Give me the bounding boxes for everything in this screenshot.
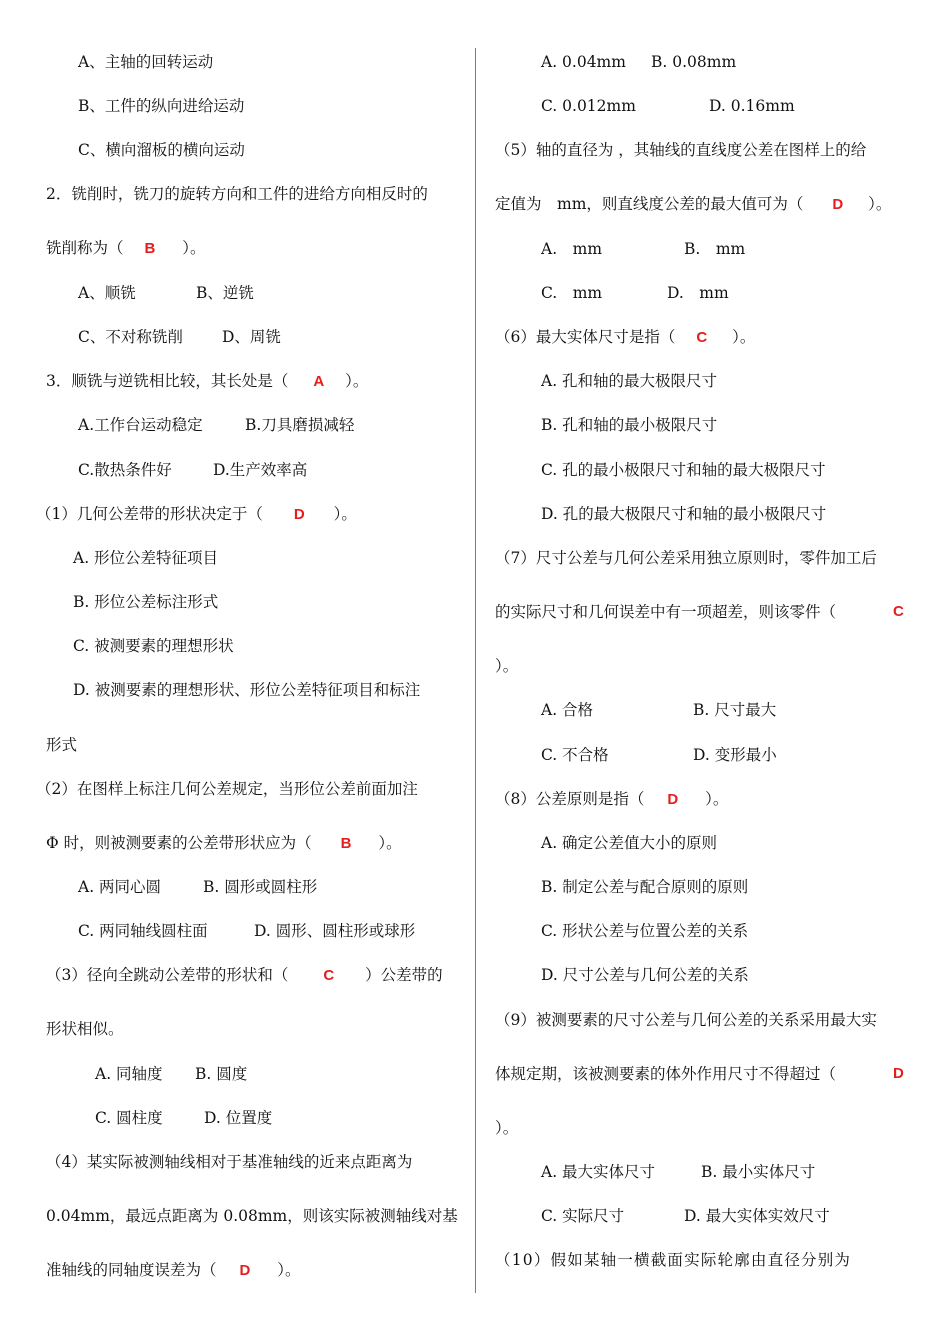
p9-answer: D bbox=[893, 1065, 904, 1082]
p5-option-d: D. mm bbox=[667, 284, 729, 302]
p7-stem-line1: （7）尺寸公差与几何公差采用独立原则时，零件加工后 bbox=[495, 549, 877, 567]
p9-stem-line1: （9）被测要素的尺寸公差与几何公差的关系采用最大实 bbox=[495, 1011, 877, 1029]
p6-option-b: B. 孔和轴的最小极限尺寸 bbox=[541, 416, 718, 434]
p8-stem-suffix: ）。 bbox=[705, 790, 729, 808]
p5-stem-line2 bbox=[495, 194, 891, 215]
p1-option-d-line1: D. 被测要素的理想形状、形位公差特征项目和标注 bbox=[73, 681, 421, 699]
p2-option-d: D. 圆形、圆柱形或球形 bbox=[254, 922, 416, 940]
q3-answer: A bbox=[313, 373, 325, 390]
p6-option-d: D. 孔的最大极限尺寸和轴的最小极限尺寸 bbox=[541, 505, 827, 523]
p3-stem-prefix: （3）径向全跳动公差带的形状和（ bbox=[46, 966, 289, 984]
p2-stem-suffix: ）。 bbox=[378, 834, 402, 852]
q1-option-c: C、横向溜板的横向运动 bbox=[78, 141, 245, 159]
q3-option-d: D.生产效率高 bbox=[213, 461, 308, 479]
q2-stem-line1: 2．铣削时，铣刀的旋转方向和工件的进给方向相反时的 bbox=[46, 185, 428, 203]
q2-option-d: D、周铣 bbox=[222, 328, 281, 346]
p6-answer: C bbox=[696, 329, 708, 346]
p5-option-c: C. mm bbox=[541, 284, 603, 302]
p4-stem-suffix: ）。 bbox=[277, 1261, 301, 1279]
p3-stem-line1 bbox=[46, 965, 443, 986]
p3-option-d: D. 位置度 bbox=[204, 1109, 273, 1127]
q2-option-b: B、逆铣 bbox=[196, 284, 254, 302]
p7-option-a: A. 合格 bbox=[541, 701, 594, 719]
q3-option-b: B.刀具磨损减轻 bbox=[245, 416, 355, 434]
p7-option-c: C. 不合格 bbox=[541, 746, 609, 764]
p9-stem-line3: ）。 bbox=[495, 1119, 519, 1137]
p7-option-b: B. 尺寸最大 bbox=[693, 701, 777, 719]
p5-stem-suffix: ）。 bbox=[868, 195, 892, 213]
p10-stem-line1: （10）假如某轴一横截面实际轮廓由直径分别为 bbox=[495, 1251, 852, 1269]
p1-stem-prefix: （1）几何公差带的形状决定于（ bbox=[36, 505, 263, 523]
p2-option-c: C. 两同轴线圆柱面 bbox=[78, 922, 208, 940]
p6-stem-prefix: （6）最大实体尺寸是指（ bbox=[495, 328, 676, 346]
p5-stem-prefix: 定值为 mm，则直线度公差的最大值可为（ bbox=[495, 195, 804, 213]
p3-stem-line2: 形状相似。 bbox=[46, 1020, 124, 1038]
column-divider bbox=[475, 48, 476, 1293]
p8-option-d: D. 尺寸公差与几何公差的关系 bbox=[541, 966, 749, 984]
p4-option-b: B. 0.08mm bbox=[651, 53, 737, 71]
p4-option-c: C. 0.012mm bbox=[541, 97, 636, 115]
p2-option-a: A. 两同心圆 bbox=[78, 878, 162, 896]
q3-stem-suffix: ）。 bbox=[345, 372, 369, 390]
q2-stem-line2 bbox=[46, 238, 206, 259]
p6-stem-suffix: ）。 bbox=[732, 328, 756, 346]
p3-stem-suffix: ）公差带的 bbox=[365, 966, 443, 984]
p3-option-c: C. 圆柱度 bbox=[95, 1109, 163, 1127]
p8-answer: D bbox=[667, 791, 679, 808]
q1-option-b: B、工件的纵向进给运动 bbox=[78, 97, 245, 115]
q1-option-a: A、主轴的回转运动 bbox=[78, 53, 214, 71]
q2-answer: B bbox=[144, 240, 156, 257]
p4-stem-prefix: 准轴线的同轴度误差为（ bbox=[46, 1261, 217, 1279]
p4-stem-line2: 0.04mm，最远点距离为 0.08mm，则该实际被测轴线对基 bbox=[46, 1207, 458, 1225]
q2-stem-prefix: 铣削称为（ bbox=[46, 239, 124, 257]
p8-option-a: A. 确定公差值大小的原则 bbox=[541, 834, 718, 852]
p2-stem-line1: （2）在图样上标注几何公差规定，当形位公差前面加注 bbox=[36, 780, 418, 798]
p7-stem-line2: 的实际尺寸和几何误差中有一项超差，则该零件（ bbox=[495, 603, 837, 621]
p1-stem-suffix: ）。 bbox=[333, 505, 357, 523]
p3-option-a: A. 同轴度 bbox=[95, 1065, 163, 1083]
p8-stem bbox=[495, 789, 728, 810]
q3-option-c: C.散热条件好 bbox=[78, 461, 172, 479]
p9-option-d: D. 最大实体实效尺寸 bbox=[684, 1207, 830, 1225]
p2-option-b: B. 圆形或圆柱形 bbox=[203, 878, 318, 896]
p9-option-a: A. 最大实体尺寸 bbox=[541, 1163, 656, 1181]
p1-option-b: B. 形位公差标注形式 bbox=[73, 593, 219, 611]
p2-answer: B bbox=[340, 835, 352, 852]
p6-stem bbox=[495, 327, 755, 348]
p1-stem bbox=[36, 504, 357, 525]
p1-option-c: C. 被测要素的理想形状 bbox=[73, 637, 234, 655]
p1-option-d-line2: 形式 bbox=[46, 736, 78, 754]
p5-option-a: A. mm bbox=[541, 240, 603, 258]
p2-stem-prefix: Φ 时，则被测要素的公差带形状应为（ bbox=[46, 834, 312, 852]
q2-option-c: C、不对称铣削 bbox=[78, 328, 183, 346]
p7-stem-line3: ）。 bbox=[495, 657, 519, 675]
p2-stem-line2 bbox=[46, 833, 402, 854]
p6-option-a: A. 孔和轴的最大极限尺寸 bbox=[541, 372, 718, 390]
q3-stem-prefix: 3．顺铣与逆铣相比较，其长处是（ bbox=[46, 372, 289, 390]
p1-answer: D bbox=[293, 506, 305, 523]
p3-answer: C bbox=[323, 967, 335, 984]
q3-stem bbox=[46, 371, 368, 392]
p8-stem-prefix: （8）公差原则是指（ bbox=[495, 790, 645, 808]
p4-option-a: A. 0.04mm bbox=[541, 53, 626, 71]
p7-option-d: D. 变形最小 bbox=[693, 746, 777, 764]
p1-option-a: A. 形位公差特征项目 bbox=[73, 549, 219, 567]
q2-stem-suffix: ）。 bbox=[182, 239, 206, 257]
p5-option-b: B. mm bbox=[684, 240, 746, 258]
p4-stem-line1: （4）某实际被测轴线相对于基准轴线的近来点距离为 bbox=[46, 1153, 413, 1171]
p9-option-b: B. 最小实体尺寸 bbox=[701, 1163, 816, 1181]
p4-stem-line3 bbox=[46, 1260, 301, 1281]
p7-answer: C bbox=[893, 603, 904, 620]
p8-option-b: B. 制定公差与配合原则的原则 bbox=[541, 878, 749, 896]
q3-option-a: A.工作台运动稳定 bbox=[78, 416, 203, 434]
p6-option-c: C. 孔的最小极限尺寸和轴的最大极限尺寸 bbox=[541, 461, 826, 479]
p4-answer: D bbox=[239, 1262, 251, 1279]
q2-option-a: A、顺铣 bbox=[78, 284, 136, 302]
p5-answer: D bbox=[832, 196, 844, 213]
p5-stem-line1: （5）轴的直径为 ，其轴线的直线度公差在图样上的给 bbox=[495, 141, 867, 159]
p8-option-c: C. 形状公差与位置公差的关系 bbox=[541, 922, 749, 940]
p9-stem-line2: 体规定期，该被测要素的体外作用尺寸不得超过（ bbox=[495, 1065, 837, 1083]
p3-option-b: B. 圆度 bbox=[195, 1065, 248, 1083]
p4-option-d: D. 0.16mm bbox=[709, 97, 795, 115]
p9-option-c: C. 实际尺寸 bbox=[541, 1207, 625, 1225]
